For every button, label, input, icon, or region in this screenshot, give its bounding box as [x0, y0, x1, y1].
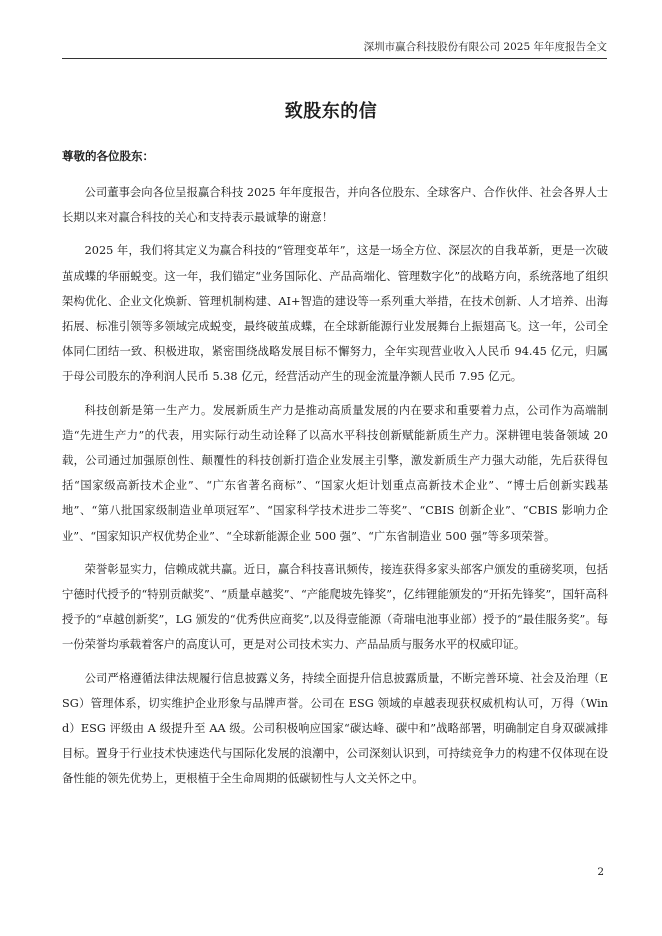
paragraph-intro: 公司董事会向各位呈报赢合科技 2025 年年度报告，并向各位股东、全球客户、合作伙伴、社会各界人士长期以来对赢合科技的关心和支持表示最诚挚的谢意！ [62, 186, 608, 225]
page-number: 2 [597, 866, 604, 878]
paragraph-innovation: 科技创新是第一生产力。发展新质生产力是推动高质量发展的内在要求和重要着力点，公司作为高端制造“先进生产力”的代表，用实际行动生动诠释了以高水平科技创新赋能新质生产力。深耕锂电装备领域 20 载，公司通过加强原创性、颠覆性的科技创新打造企业发展主引擎，激发新质生产力强大动能，先后获得包括“国家级高新技术企业”、“广东省著名商标”、“国家火炬计划重点高新技术企业”、“博士后创新实践基地”、“第八批国家级制造业单项冠军”、“国家科学技术进步二等奖”、“CBIS 创新企业”、“CBIS 影响力企业”、“国家知识产权优势企业”、“全球新能源企业 500 强”、“广东省制造业 500 强”等多项荣誉。 [62, 403, 608, 543]
paragraph-honors: 荣誉彰显实力，信赖成就共赢。近日，赢合科技喜讯频传，接连获得多家头部客户颁发的重磅奖项，包括宁德时代授予的“特别贡献奖”、“质量卓越奖”、“产能爬坡先锋奖”，亿纬锂能颁发的“开拓先锋奖”，国轩高科授予的“卓越创新奖”，LG 颁发的“优秀供应商奖”,以及得壹能源（奇瑞电池事业部）授予的“最佳服务奖”。每一份荣誉均承载着客户的高度认可，更是对公司技术实力、产品品质与服务水平的权威印证。 [62, 562, 608, 652]
salutation: 尊敬的各位股东： [62, 149, 154, 163]
paragraph-esg: 公司严格遵循法律法规履行信息披露义务，持续全面提升信息披露质量，不断完善环境、社会及治理（ESG）管理体系，切实维护企业形象与品牌声誉。公司在 ESG 领域的卓越表现获权威机构认可，万得（Wind）ESG 评级由 A 级提升至 AA 级。公司积极响应国家“碳达峰、碳中和”战略部署，明确制定自身双碳减排目标。置身于行业技术快速迭代与国际化发展的浪潮中，公司深刻认识到，可持续竞争力的构建不仅体现在设备性能的领先优势上，更根植于全生命周期的低碳韧性与人文关怀之中。 [62, 671, 608, 786]
paragraph-2025-review: 2025 年，我们将其定义为赢合科技的“管理变革年”，这是一场全方位、深层次的自我革新，更是一次破茧成蝶的华丽蜕变。这一年，我们锚定“业务国际化、产品高端化、管理数字化”的战略方向，系统落地了组织架构优化、企业文化焕新、管理机制构建、AI+智造的建设等一系列重大举措，在技术创新、人才培养、出海拓展、标准引领等多领域完成蜕变，最终破茧成蝶，在全球新能源行业发展舞台上振翅高飞。这一年，公司全体同仁团结一致、积极进取，紧密围绕战略发展目标不懈努力，全年实现营业收入人民币 94.45 亿元，归属于母公司股东的净利润人民币 5.38 亿元，经营活动产生的现金流量净额人民币 7.95 亿元。 [62, 244, 608, 384]
letter-body [62, 180, 608, 800]
page-header [62, 38, 607, 59]
header-text: 深圳市赢合科技股份有限公司 2025 年年度报告全文 [363, 41, 607, 53]
letter-title: 致股东的信 [284, 101, 378, 122]
